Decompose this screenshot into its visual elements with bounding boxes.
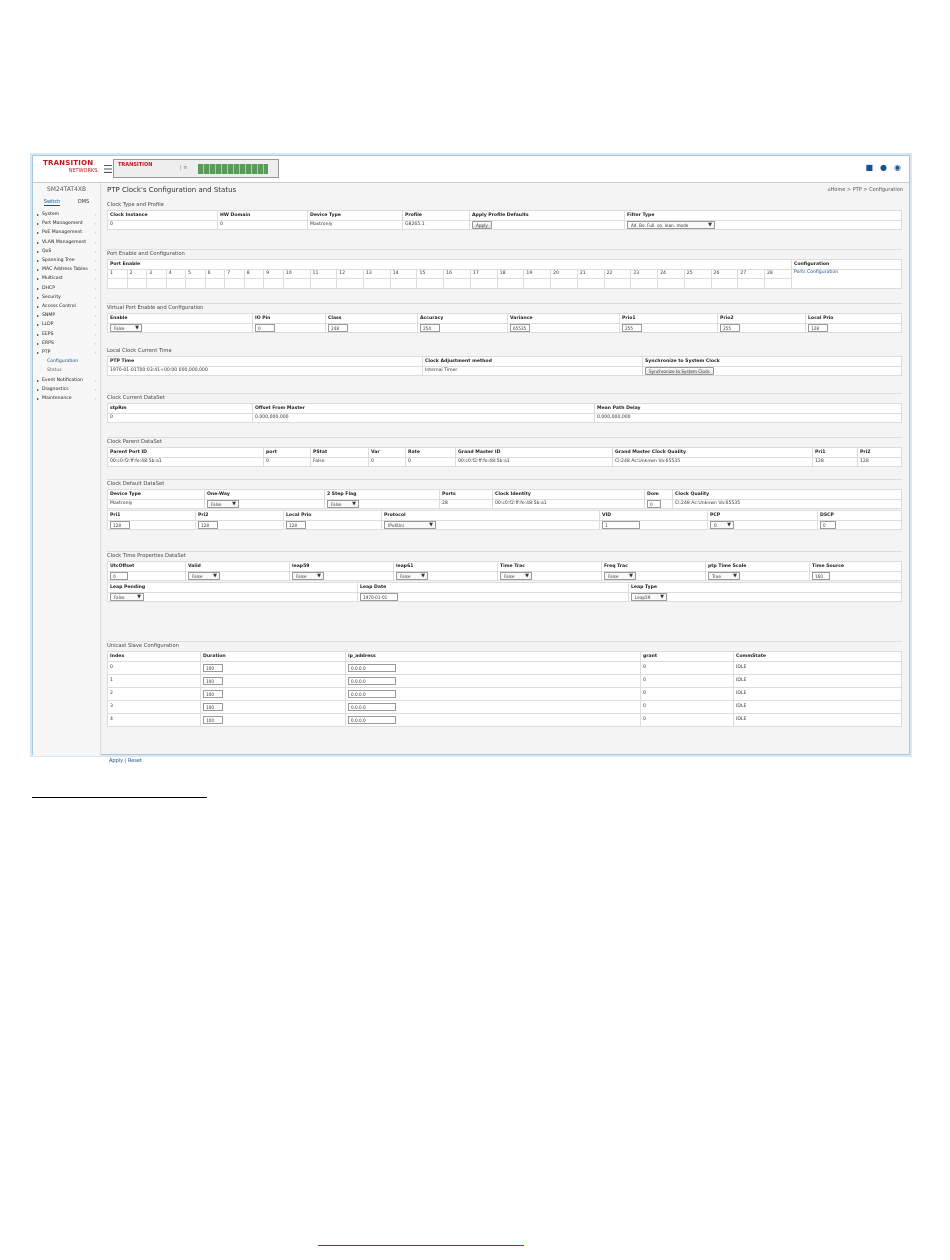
port-enable-select[interactable] xyxy=(417,279,444,289)
reset-button[interactable]: Reset xyxy=(128,758,142,764)
breadcrumb[interactable]: ⌂Home > PTP > Configuration xyxy=(827,187,903,193)
sidebar-item[interactable]: ▸ ‹ Port Management xyxy=(37,219,100,228)
port-enable-select[interactable] xyxy=(166,279,186,289)
port-enable-select[interactable] xyxy=(765,279,792,289)
port-enable-select[interactable] xyxy=(444,279,471,289)
table-row: 4 100 0.0.0.0 0 IDLE xyxy=(108,713,902,726)
chevron-left-icon: ‹ xyxy=(94,221,96,227)
top-icons xyxy=(865,163,901,172)
chevron-down-icon: ▼ xyxy=(629,572,633,579)
sidebar-item[interactable]: ▸ ‹ Spanning Tree xyxy=(37,256,100,265)
local-clock-section: Local Clock Current Time PTP Time Clock Adjustment method Synchronize to System Clock 1970-01-01T00:03:41+00:00 000,000,000 Internal Timer Synchronize to System Clock xyxy=(107,347,902,376)
duration-input[interactable]: 100 xyxy=(203,664,223,672)
sidebar-item[interactable]: ▸ ‹ MAC Address Tables xyxy=(37,265,100,274)
chevron-down-icon: ▼ xyxy=(232,500,236,507)
port-number: 28 xyxy=(765,269,792,279)
chevron-left-icon: ‹ xyxy=(94,258,96,264)
chevron-left-icon: ‹ xyxy=(94,350,96,356)
ptp-time: 1970-01-01T00:03:41+00:00 000,000,000 xyxy=(108,366,423,376)
default-dataset-table-1: Device Type One-Way 2 Step Flag Ports Clock Identity Dom Clock Quality Mastronly False ▼ False ▼ 28 00:c0:f2:ff:fe:48:5b:a1 0 Cl:248 Ac:Unknwn Va:65535 xyxy=(107,489,902,509)
virtual-port-table: Enable IO Pin Class Accuracy Variance Prio1 Prio2 Local Prio False ▼ 0 248 254 65535 255 255 128 xyxy=(107,313,902,333)
port-number: 11 xyxy=(310,269,337,279)
caret-right-icon: ▸ xyxy=(37,331,40,337)
chevron-left-icon: ‹ xyxy=(94,230,96,236)
sidebar-item[interactable]: ▸ ‹ Maintenance xyxy=(37,394,100,403)
link-underline xyxy=(318,1245,524,1246)
caret-right-icon: ▸ xyxy=(37,304,40,310)
port-number: 10 xyxy=(283,269,310,279)
chevron-left-icon: ‹ xyxy=(94,313,96,319)
port-number: 5 xyxy=(186,269,206,279)
port-number: 26 xyxy=(711,269,738,279)
time-prop-select[interactable]: False ▼ xyxy=(292,572,324,580)
vp-input[interactable]: 254 xyxy=(420,324,440,332)
port-enable-select[interactable] xyxy=(127,279,147,289)
sidebar-item[interactable]: ▸ ‹ Multicast xyxy=(37,274,100,283)
port-number: 13 xyxy=(363,269,390,279)
caret-right-icon: ▸ xyxy=(37,350,40,356)
page-title: PTP Clock's Configuration and Status xyxy=(107,186,237,194)
chevron-left-icon: ‹ xyxy=(94,294,96,300)
sidebar-item[interactable]: ▸ ‹ Diagnostics xyxy=(37,385,100,394)
port-enable-table: Port Enable Configuration 1 2 3 4 5 6 7 8 9 10 11 12 13 14 15 16 17 18 19 20 21 22 23 24 25 26 27 28 Ports Configuration xyxy=(107,259,902,289)
port-number: 12 xyxy=(337,269,364,279)
menu-icon[interactable]: ☰ xyxy=(103,163,113,176)
sidebar-item[interactable]: ▸ ‹ PTP xyxy=(37,348,100,357)
clock-type-section: Clock Type and Profile Clock Instance HW Domain Device Type Profile Apply Profile Defaults Filter Type 0 0 Mastronly G8265.1 Apply Ad. Bo. Full. on. lean. mode ▼ xyxy=(107,201,902,230)
tab-switch[interactable]: Switch xyxy=(43,199,61,205)
port-enable-select[interactable] xyxy=(225,279,245,289)
sidebar xyxy=(33,183,101,756)
chevron-left-icon: ‹ xyxy=(94,285,96,291)
port-number: 17 xyxy=(470,269,497,279)
sidebar-item[interactable]: ▸ ‹ PoE Management xyxy=(37,228,100,237)
duration-input[interactable]: 100 xyxy=(203,716,223,724)
sidebar-item[interactable]: ▸ ‹ Security xyxy=(37,293,100,302)
virtual-port-section: Virtual Port Enable and Configuration Enable IO Pin Class Accuracy Variance Prio1 Prio2 Local Prio False ▼ 0 248 254 65535 255 255 128 xyxy=(107,301,902,333)
port-enable-select[interactable] xyxy=(658,279,685,289)
chevron-left-icon: ‹ xyxy=(94,267,96,273)
vp-input[interactable]: 128 xyxy=(808,324,828,332)
device-panel-image: TRANSITION | ≡ xyxy=(113,159,279,178)
parent-dataset-table: Parent Port ID port PStat Var Rate Grand Master ID Grand Master Clock Quality Pri1 Pri2 00:c0:f2:ff:fe:48:5b:a1 0 False 0 0 00:c0:f2:ff:fe:48:5b:a1 Cl:248 Ac:Unknwn Va:65535 128 128 xyxy=(107,447,902,467)
caret-right-icon: ▸ xyxy=(37,239,40,245)
port-number: 8 xyxy=(244,269,264,279)
chevron-left-icon: ‹ xyxy=(94,212,96,217)
port-number: 16 xyxy=(444,269,471,279)
port-number: 6 xyxy=(205,269,225,279)
chevron-left-icon: ‹ xyxy=(94,340,96,346)
time-prop-input[interactable]: 0 xyxy=(110,572,128,580)
pcp-select[interactable]: 0 ▼ xyxy=(710,521,734,529)
port-number: 23 xyxy=(631,269,658,279)
one-way-select[interactable]: False ▼ xyxy=(207,500,239,508)
vid-input[interactable]: 1 xyxy=(602,521,640,529)
ip-address-input[interactable]: 0.0.0.0 xyxy=(348,664,396,672)
chevron-left-icon: ‹ xyxy=(94,377,96,383)
chevron-left-icon: ‹ xyxy=(94,248,96,254)
form-buttons: Apply | Reset xyxy=(109,758,142,764)
chevron-down-icon: ▼ xyxy=(727,521,731,528)
time-prop-select[interactable]: True ▼ xyxy=(708,572,740,580)
port-number: 14 xyxy=(390,269,417,279)
vp-enable-select[interactable]: False ▼ xyxy=(110,324,142,332)
sidebar-item[interactable]: ▸ ‹ System xyxy=(37,210,100,219)
caret-right-icon: ▸ xyxy=(37,276,40,282)
caret-right-icon: ▸ xyxy=(37,386,40,392)
logout-icon[interactable]: ◉ xyxy=(894,163,901,172)
port-enable-select[interactable] xyxy=(577,279,604,289)
sidebar-item[interactable]: ▸ ‹ SNMP xyxy=(37,311,100,320)
chevron-down-icon: ▼ xyxy=(429,521,433,528)
caret-right-icon: ▸ xyxy=(37,212,40,217)
caret-right-icon: ▸ xyxy=(37,221,40,227)
port-number: 22 xyxy=(604,269,631,279)
port-number: 24 xyxy=(658,269,685,279)
sidebar-item[interactable]: ▸ ‹ QoS xyxy=(37,247,100,256)
port-enable-select[interactable] xyxy=(390,279,417,289)
port-number: 20 xyxy=(551,269,578,279)
time-prop-select[interactable]: False ▼ xyxy=(188,572,220,580)
company-logo: TRANSITION NETWORKS. xyxy=(43,159,99,174)
ip-address-input[interactable]: 0.0.0.0 xyxy=(348,703,396,711)
chevron-left-icon: ‹ xyxy=(94,239,96,245)
sync-system-clock-button[interactable]: Synchronize to System Clock xyxy=(645,367,714,375)
vp-input[interactable]: 65535 xyxy=(510,324,530,332)
port-number: 18 xyxy=(497,269,524,279)
divider-line xyxy=(32,797,207,798)
default-dataset-section: Clock Default DataSet Device Type One-Way 2 Step Flag Ports Clock Identity Dom Clock Quality Mastronly False ▼ False ▼ 28 00:c0:f2:ff:fe:48:5b:a1 0 Cl:248 Ac:Unknwn Va:65535 Pri1 Pri2 Local Prio Protocol VID PCP DSCP 128 128 128 IPv4Uni ▼ 1 0 ▼ 0 xyxy=(107,477,902,530)
current-dataset-table: stpRm Offset From Master Mean Path Delay 0 0.000,000,000 0.000,000,000 xyxy=(107,403,902,423)
port-enable-select[interactable] xyxy=(337,279,364,289)
caret-right-icon: ▸ xyxy=(37,294,40,300)
port-enable-select[interactable] xyxy=(711,279,738,289)
tab-dms[interactable]: DMS xyxy=(77,199,90,205)
port-enable-select[interactable] xyxy=(738,279,765,289)
chevron-down-icon: ▼ xyxy=(525,572,529,579)
pri1-input[interactable]: 128 xyxy=(110,521,130,529)
domain-input[interactable]: 0 xyxy=(647,500,661,508)
main-content xyxy=(105,183,905,764)
caret-right-icon: ▸ xyxy=(37,230,40,236)
chevron-left-icon: ‹ xyxy=(94,304,96,310)
table-row: 3 100 0.0.0.0 0 IDLE xyxy=(108,700,902,713)
default-dataset-table-2: Pri1 Pri2 Local Prio Protocol VID PCP DSCP 128 128 128 IPv4Uni ▼ 1 0 ▼ 0 xyxy=(107,510,902,530)
chevron-down-icon: ▼ xyxy=(660,593,664,600)
chevron-left-icon: ‹ xyxy=(94,322,96,328)
port-enable-select[interactable] xyxy=(310,279,337,289)
port-number: 3 xyxy=(147,269,167,279)
save-icon[interactable]: ■ xyxy=(865,163,874,172)
vp-input[interactable]: 0 xyxy=(255,324,275,332)
chevron-down-icon: ▼ xyxy=(317,572,321,579)
local-clock-table: PTP Time Clock Adjustment method Synchronize to System Clock 1970-01-01T00:03:41+00:00 000,000,000 Internal Timer Synchronize to System Clock xyxy=(107,356,902,376)
caret-right-icon: ▸ xyxy=(37,340,40,346)
table-row: 0 100 0.0.0.0 0 IDLE xyxy=(108,661,902,674)
time-prop-input[interactable]: 160 xyxy=(812,572,830,580)
port-enable-select[interactable] xyxy=(470,279,497,289)
port-number: 9 xyxy=(264,269,284,279)
sidebar-item[interactable]: Status xyxy=(47,368,62,374)
caret-right-icon: ▸ xyxy=(37,396,40,402)
caret-right-icon: ▸ xyxy=(37,285,40,291)
port-number: 1 xyxy=(108,269,128,279)
sidebar-tabs xyxy=(35,199,98,206)
duration-input[interactable]: 100 xyxy=(203,677,223,685)
time-properties-table-2: Leap Pending Leap Date Leap Type False ▼ 1970-01-01 Leap59 ▼ xyxy=(107,582,902,602)
device-model: SM24TAT4XB xyxy=(46,186,87,193)
ip-address-input[interactable]: 0.0.0.0 xyxy=(348,716,396,724)
vp-input[interactable]: 255 xyxy=(622,324,642,332)
port-number: 2 xyxy=(127,269,147,279)
vp-input[interactable]: 255 xyxy=(720,324,740,332)
chevron-down-icon: ▼ xyxy=(352,500,356,507)
duration-input[interactable]: 100 xyxy=(203,690,223,698)
leap-type-select[interactable]: Leap59 ▼ xyxy=(631,593,667,601)
port-number: 25 xyxy=(684,269,711,279)
port-enable-select[interactable] xyxy=(186,279,206,289)
chevron-down-icon: ▼ xyxy=(135,324,139,331)
port-number: 21 xyxy=(577,269,604,279)
parent-dataset-section: Clock Parent DataSet Parent Port ID port PStat Var Rate Grand Master ID Grand Master Clock Quality Pri1 Pri2 00:c0:f2:ff:fe:48:5b:a1 0 False 0 0 00:c0:f2:ff:fe:48:5b:a1 Cl:248 Ac:Unknwn Va:65535 128 128 xyxy=(107,435,902,467)
protocol-select[interactable]: IPv4Uni ▼ xyxy=(384,521,436,529)
port-enable-select[interactable] xyxy=(497,279,524,289)
sidebar-item[interactable]: ▸ ‹ EEPS xyxy=(37,330,100,339)
sidebar-item[interactable]: ▸ ‹ VLAN Management xyxy=(37,238,100,247)
browser-frame xyxy=(32,155,910,764)
sidebar-item[interactable]: ▸ ‹ ERPS xyxy=(37,339,100,348)
caret-right-icon: ▸ xyxy=(37,313,40,319)
port-enable-select[interactable] xyxy=(363,279,390,289)
two-step-select[interactable]: False ▼ xyxy=(327,500,359,508)
ports-configuration-link[interactable]: Ports Configuration xyxy=(794,269,839,275)
leap-date-input[interactable]: 1970-01-01 xyxy=(360,593,398,601)
caret-right-icon: ▸ xyxy=(37,258,40,264)
chevron-down-icon: ▼ xyxy=(213,572,217,579)
pri2-input[interactable]: 128 xyxy=(198,521,218,529)
sidebar-menu xyxy=(33,210,100,403)
dscp-input[interactable]: 0 xyxy=(820,521,836,529)
duration-input[interactable]: 100 xyxy=(203,703,223,711)
port-enable-select[interactable] xyxy=(108,279,128,289)
apply-profile-button[interactable]: Apply xyxy=(472,221,492,229)
chevron-left-icon: ‹ xyxy=(94,386,96,392)
table-row: 2 100 0.0.0.0 0 IDLE xyxy=(108,687,902,700)
port-enable-select[interactable] xyxy=(264,279,284,289)
sidebar-item[interactable]: ▸ ‹ Event Notification xyxy=(37,376,100,385)
caret-right-icon: ▸ xyxy=(37,267,40,273)
port-enable-select[interactable] xyxy=(524,279,551,289)
time-prop-select[interactable]: False ▼ xyxy=(604,572,636,580)
sidebar-item[interactable]: ▸ ‹ Access Control xyxy=(37,302,100,311)
port-enable-select[interactable] xyxy=(684,279,711,289)
sidebar-item[interactable]: ▸ ‹ LLDP xyxy=(37,320,100,329)
port-number: 27 xyxy=(738,269,765,279)
port-enable-section: Port Enable and Configuration Port Enable Configuration 1 2 3 4 5 6 7 8 9 10 11 12 13 14 15 16 17 18 19 20 21 22 23 24 25 26 27 28 Ports Configuration xyxy=(107,247,902,289)
chevron-left-icon: ‹ xyxy=(94,396,96,402)
chevron-down-icon: ▼ xyxy=(708,221,712,228)
time-prop-select[interactable]: False ▼ xyxy=(500,572,532,580)
chevron-left-icon: ‹ xyxy=(94,331,96,337)
port-enable-select[interactable] xyxy=(551,279,578,289)
port-number: 15 xyxy=(417,269,444,279)
caret-right-icon: ▸ xyxy=(37,322,40,328)
port-number: 4 xyxy=(166,269,186,279)
port-enable-select[interactable] xyxy=(631,279,658,289)
current-dataset-section: Clock Current DataSet stpRm Offset From Master Mean Path Delay 0 0.000,000,000 0.000,000,000 xyxy=(107,391,902,423)
leap-pending-select[interactable]: False ▼ xyxy=(110,593,144,601)
caret-right-icon: ▸ xyxy=(37,248,40,254)
apply-button[interactable]: Apply xyxy=(109,758,124,764)
local-prio-input[interactable]: 128 xyxy=(286,521,306,529)
chevron-down-icon: ▼ xyxy=(137,593,141,600)
unicast-table: Index Duration ip_address grant CommState 0 100 0.0.0.0 0 IDLE 1 100 0.0.0.0 0 IDLE 2 100 0.0.0.0 0 IDLE 3 100 0.0.0.0 0 IDLE 4 100 0.0.0.0 0 IDLE xyxy=(107,651,902,727)
sidebar-item[interactable]: ▸ ‹ DHCP xyxy=(37,284,100,293)
port-enable-select[interactable] xyxy=(205,279,225,289)
ip-address-input[interactable]: 0.0.0.0 xyxy=(348,677,396,685)
clock-type-table: Clock Instance HW Domain Device Type Profile Apply Profile Defaults Filter Type 0 0 Mastronly G8265.1 Apply Ad. Bo. Full. on. lean. mode ▼ xyxy=(107,210,902,230)
help-icon[interactable]: ● xyxy=(880,163,888,172)
ip-address-input[interactable]: 0.0.0.0 xyxy=(348,690,396,698)
port-enable-select[interactable] xyxy=(283,279,310,289)
port-number: 19 xyxy=(524,269,551,279)
chevron-down-icon: ▼ xyxy=(421,572,425,579)
time-properties-section: Clock Time Properties DataSet UtcOffset Valid leap59 leap61 Time Trac Freq Trac ptp Time Scale Time Source 0 False ▼ False ▼ False ▼ False ▼ False ▼ True ▼ 160 Leap Pending Leap Date Leap Type False ▼ 1970-01-01 Leap59 ▼ xyxy=(107,549,902,602)
port-number: 7 xyxy=(225,269,245,279)
time-prop-select[interactable]: False ▼ xyxy=(396,572,428,580)
port-enable-select[interactable] xyxy=(604,279,631,289)
chevron-down-icon: ▼ xyxy=(733,572,737,579)
vp-input[interactable]: 248 xyxy=(328,324,348,332)
caret-right-icon: ▸ xyxy=(37,377,40,383)
chevron-left-icon: ‹ xyxy=(94,276,96,282)
filter-type-select[interactable]: Ad. Bo. Full. on. lean. mode ▼ xyxy=(627,221,715,229)
table-row: 1 100 0.0.0.0 0 IDLE xyxy=(108,674,902,687)
top-bar xyxy=(33,156,909,183)
port-enable-select[interactable] xyxy=(244,279,264,289)
sidebar-item[interactable]: Configuration xyxy=(47,359,79,365)
port-enable-select[interactable] xyxy=(147,279,167,289)
time-properties-table-1: UtcOffset Valid leap59 leap61 Time Trac Freq Trac ptp Time Scale Time Source 0 False ▼ False ▼ False ▼ False ▼ False ▼ True ▼ 160 xyxy=(107,561,902,581)
device-ports-icon xyxy=(198,164,268,174)
unicast-section: Unicast Slave Configuration Index Duration ip_address grant CommState 0 100 0.0.0.0 0 IDLE 1 100 0.0.0.0 0 IDLE 2 100 0.0.0.0 0 IDLE 3 100 0.0.0.0 0 IDLE 4 100 0.0.0.0 0 IDLE xyxy=(107,627,902,727)
